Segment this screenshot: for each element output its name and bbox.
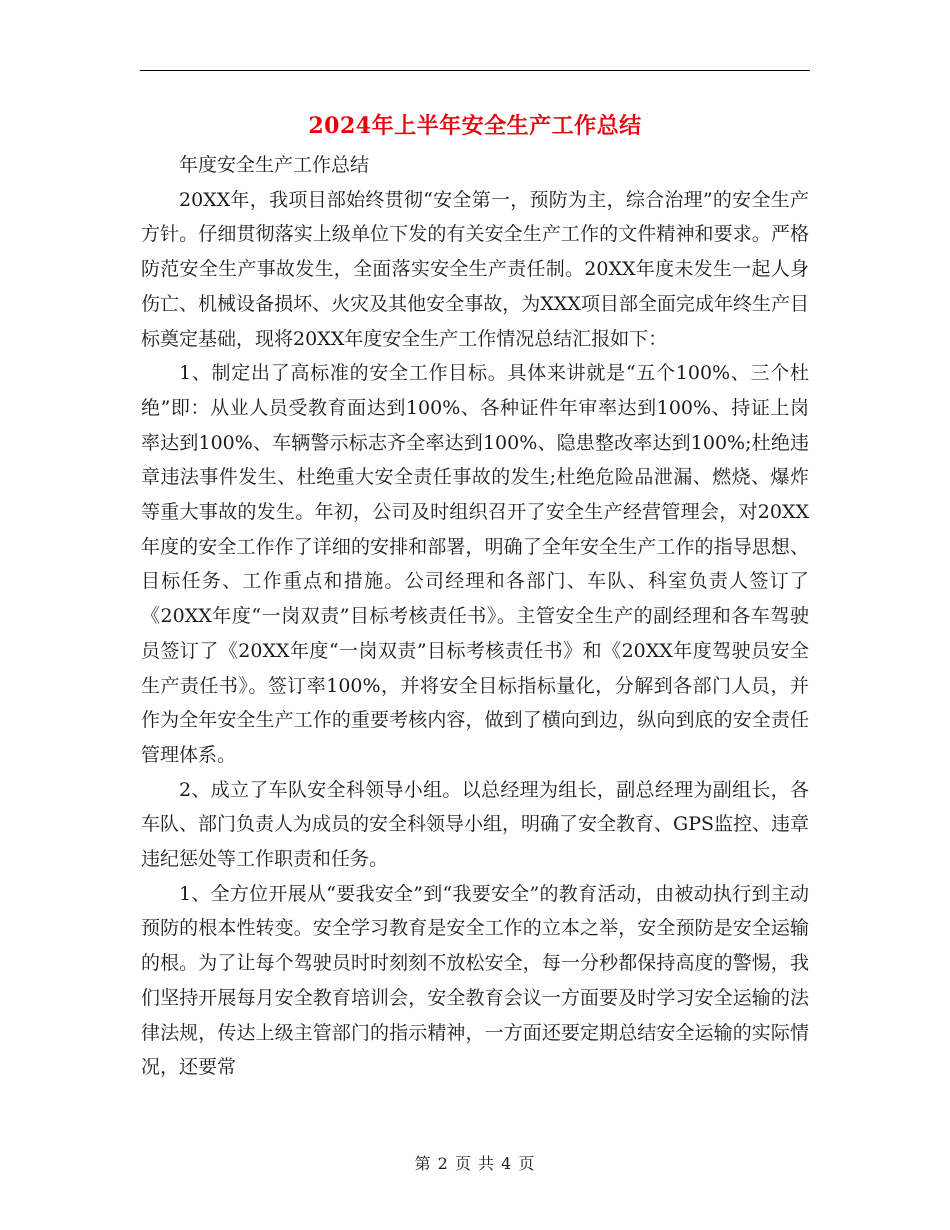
leadership-group-paragraph: 2、成立了车队安全科领导小组。以总经理为组长，副总经理为副组长，各车队、部门负责人为成员的安全科领导小组，明确了安全教育、GPS监控、违章违纪惩处等工作职责和任务。 <box>141 778 809 871</box>
section-heading: 年度安全生产工作总结 <box>179 154 370 176</box>
page-number-footer: 第 2 页 共 4 页 <box>414 1154 536 1173</box>
education-paragraph: 1、全方位开展从“要我安全”到“我要安全”的教育活动，由被动执行到主动预防的根本性转变。安全学习教育是安全工作的立本之举，安全预防是安全运输的根。为了让每个驾驶员时时刻刻不放松安全，每一分秒都保持高度的警惕，我们坚持开展每月安全教育培训会，安全教育会议一方面要及时学习安全运输的法律法规，传达上级主管部门的指示精神，一方面还要定期总结安全运输的实际情况，还要常 <box>141 882 809 1079</box>
document-title: 2024年上半年安全生产工作总结 <box>308 113 642 139</box>
intro-paragraph: 20XX年，我项目部始终贯彻“安全第一，预防为主，综合治理”的安全生产方针。仔细贯彻落实上级单位下发的有关安全生产工作的文件精神和要求。严格防范安全生产事故发生，全面落实安全生产责任制。20XX年度未发生一起人身伤亡、机械设备损坏、火灾及其他安全事故，为XXX项目部全面完成年终生产目标奠定基础，现将20XX年度安全生产工作情况总结汇报如下： <box>141 188 809 350</box>
goals-paragraph: 1、制定出了高标准的安全工作目标。具体来讲就是“五个100%、三个杜绝”即：从业人员受教育面达到100%、各种证件年审率达到100%、持证上岗率达到100%、车辆警示标志齐全率达到100%、隐患整改率达到100%;杜绝违章违法事件发生、杜绝重大安全责任事故的发生;杜绝危险品泄漏、燃烧、爆炸等重大事故的发生。年初，公司及时组织召开了安全生产经营管理会，对20XX年度的安全工作作了详细的安排和部署，明确了全年安全生产工作的指导思想、目标任务、工作重点和措施。公司经理和各部门、车队、科室负责人签订了《20XX年度“一岗双责”目标考核责任书》。主管安全生产的副经理和各车驾驶员签订了《20XX年度“一岗双责”目标考核责任书》和《20XX年度驾驶员安全生产责任书》。签订率100%，并将安全目标指标量化，分解到各部门人员，并作为全年安全生产工作的重要考核内容，做到了横向到边，纵向到底的安全责任管理体系。 <box>141 362 809 766</box>
header-rule <box>140 70 810 71</box>
document-body <box>141 148 809 1085</box>
